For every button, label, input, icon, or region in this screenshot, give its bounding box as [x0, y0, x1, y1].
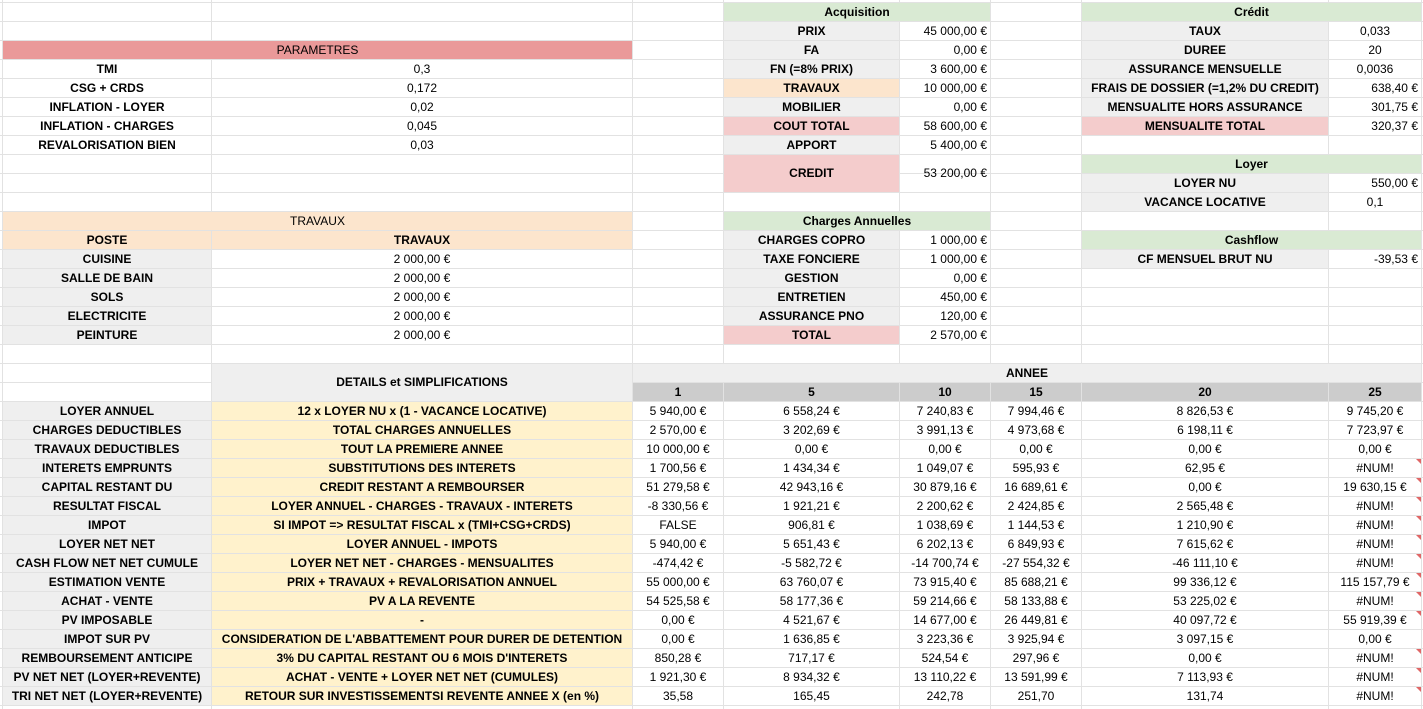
detail-value[interactable]: #NUM! — [1356, 670, 1394, 684]
detail-value[interactable]: 8 934,32 € — [783, 670, 840, 684]
detail-row-label[interactable]: LOYER NET NET — [3, 535, 211, 553]
detail-value[interactable]: 59 214,66 € — [913, 594, 977, 608]
detail-value[interactable]: 6 202,13 € — [916, 537, 974, 551]
detail-row-formula[interactable]: 12 x LOYER NU x (1 - VACANCE LOCATIVE) — [212, 402, 632, 420]
charges-value[interactable]: 2 570,00 € — [930, 328, 987, 342]
detail-row-label[interactable]: ACHAT - VENTE — [3, 592, 211, 610]
detail-value[interactable]: 55 000,00 € — [646, 575, 710, 589]
detail-value[interactable]: 131,74 — [1186, 689, 1224, 703]
cashflow-header[interactable]: Cashflow — [1082, 231, 1421, 249]
detail-row-label[interactable]: CASH FLOW NET NET CUMULE — [3, 554, 211, 572]
charges-value[interactable]: 1 000,00 € — [930, 233, 987, 247]
acquisition-value[interactable]: 5 400,00 € — [930, 138, 987, 152]
param-label[interactable]: INFLATION - LOYER — [49, 100, 165, 114]
year-header[interactable]: 1 — [633, 383, 723, 401]
param-label[interactable]: TMI — [96, 62, 118, 76]
detail-value[interactable]: 5 651,43 € — [783, 537, 840, 551]
credit-value[interactable]: 301,75 € — [1371, 100, 1418, 114]
detail-value[interactable]: 0,00 € — [928, 442, 962, 456]
param-value[interactable]: 0,03 — [410, 138, 434, 152]
cashflow-label[interactable]: CF MENSUEL BRUT NU — [1082, 250, 1328, 268]
param-value[interactable]: 0,172 — [406, 81, 438, 95]
travaux-label[interactable]: ELECTRICITE — [3, 307, 211, 325]
detail-value[interactable]: 0,00 € — [1188, 480, 1222, 494]
comment-indicator-icon — [1416, 459, 1421, 464]
detail-value[interactable]: 55 919,39 € — [1343, 613, 1407, 627]
detail-value[interactable]: #NUM! — [1356, 651, 1394, 665]
acquisition-value[interactable]: 58 600,00 € — [923, 119, 987, 133]
detail-value[interactable]: 1 921,21 € — [783, 499, 840, 513]
year-header[interactable]: 10 — [900, 383, 990, 401]
charges-value[interactable]: 450,00 € — [940, 290, 987, 304]
charges-value[interactable]: 0,00 € — [953, 271, 987, 285]
detail-value[interactable]: -27 554,32 € — [1002, 556, 1070, 570]
travaux-value[interactable]: 2 000,00 € — [393, 271, 451, 285]
credit-amount-value[interactable]: 53 200,00 € — [923, 166, 987, 180]
detail-value[interactable]: 73 915,40 € — [913, 575, 977, 589]
detail-value[interactable]: -8 330,56 € — [647, 499, 709, 513]
charges-label[interactable]: GESTION — [724, 269, 899, 287]
acquisition-value[interactable]: 0,00 € — [953, 43, 987, 57]
detail-row-label[interactable]: TRI NET NET (LOYER+REVENTE) — [3, 687, 211, 705]
details-header[interactable]: DETAILS et SIMPLIFICATIONS — [212, 364, 632, 401]
detail-value[interactable]: 13 591,99 € — [1004, 670, 1068, 684]
param-label[interactable]: CSG + CRDS — [70, 81, 144, 95]
detail-value[interactable]: 297,96 € — [1012, 651, 1060, 665]
detail-value[interactable]: 16 689,61 € — [1004, 480, 1068, 494]
detail-row-formula[interactable]: TOTAL CHARGES ANNUELLES — [212, 421, 632, 439]
detail-value[interactable]: 6 849,93 € — [1007, 537, 1065, 551]
detail-value[interactable]: 5 940,00 € — [649, 537, 707, 551]
detail-value[interactable]: 6 558,24 € — [783, 404, 840, 418]
detail-row-formula[interactable]: 3% DU CAPITAL RESTANT OU 6 MOIS D'INTERETS — [212, 649, 632, 667]
detail-value[interactable]: 1 434,34 € — [783, 461, 840, 475]
detail-row-formula[interactable]: LOYER NET NET - CHARGES - MENSUALITES — [212, 554, 632, 572]
detail-value[interactable]: 1 636,85 € — [783, 632, 840, 646]
loyer-header[interactable]: Loyer — [1082, 155, 1421, 173]
detail-value[interactable]: 1 144,53 € — [1007, 518, 1065, 532]
credit-amount-label[interactable]: CREDIT — [724, 155, 899, 192]
param-value[interactable]: 0,02 — [410, 100, 434, 114]
acquisition-label[interactable]: FA — [724, 41, 899, 59]
detail-value[interactable]: 595,93 € — [1012, 461, 1060, 475]
detail-row-formula[interactable]: - — [212, 611, 632, 629]
year-header[interactable]: 20 — [1082, 383, 1328, 401]
travaux-label[interactable]: SALLE DE BAIN — [3, 269, 211, 287]
travaux-value[interactable]: 2 000,00 € — [393, 290, 451, 304]
detail-value[interactable]: FALSE — [659, 518, 697, 532]
detail-value[interactable]: 1 038,69 € — [916, 518, 974, 532]
detail-value[interactable]: 7 994,46 € — [1007, 404, 1065, 418]
charges-label[interactable]: TOTAL — [724, 326, 899, 344]
detail-value[interactable]: 40 097,72 € — [1173, 613, 1237, 627]
detail-value[interactable]: 2 424,85 € — [1007, 499, 1065, 513]
detail-value[interactable]: 54 525,58 € — [646, 594, 710, 608]
detail-value[interactable]: 1 210,90 € — [1176, 518, 1234, 532]
credit-value[interactable]: 20 — [1368, 43, 1382, 57]
travaux-value[interactable]: 2 000,00 € — [393, 309, 451, 323]
detail-value[interactable]: 53 225,02 € — [1173, 594, 1237, 608]
detail-value[interactable]: 906,81 € — [788, 518, 835, 532]
detail-row-formula[interactable]: RETOUR SUR INVESTISSEMENTSI REVENTE ANNEE X (en %) — [212, 687, 632, 705]
loyer-value[interactable]: 550,00 € — [1371, 176, 1418, 190]
loyer-label[interactable]: LOYER NU — [1082, 174, 1328, 192]
acquisition-label[interactable]: APPORT — [724, 136, 899, 154]
detail-value[interactable]: 4 973,68 € — [1007, 423, 1065, 437]
detail-value[interactable]: 524,54 € — [921, 651, 969, 665]
detail-value[interactable]: 1 921,30 € — [649, 670, 707, 684]
credit-label[interactable]: DUREE — [1082, 41, 1328, 59]
detail-value[interactable]: 2 565,48 € — [1176, 499, 1234, 513]
detail-row-label[interactable]: PV NET NET (LOYER+REVENTE) — [3, 668, 211, 686]
charges-label[interactable]: CHARGES COPRO — [724, 231, 899, 249]
credit-label[interactable]: FRAIS DE DOSSIER (=1,2% DU CREDIT) — [1082, 79, 1328, 97]
detail-value[interactable]: 51 279,58 € — [646, 480, 710, 494]
detail-row-label[interactable]: IMPOT — [3, 516, 211, 534]
travaux-label[interactable]: PEINTURE — [3, 326, 211, 344]
detail-value[interactable]: 35,58 — [662, 689, 694, 703]
detail-value[interactable]: 62,95 € — [1184, 461, 1226, 475]
detail-row-label[interactable]: REMBOURSEMENT ANTICIPE — [3, 649, 211, 667]
comment-indicator-icon — [1416, 611, 1421, 616]
detail-value[interactable]: 850,28 € — [654, 651, 702, 665]
detail-value[interactable]: 0,00 € — [661, 613, 695, 627]
credit-label[interactable]: ASSURANCE MENSUELLE — [1082, 60, 1328, 78]
year-header[interactable]: 25 — [1329, 383, 1421, 401]
detail-value[interactable]: 3 097,15 € — [1176, 632, 1234, 646]
credit-value[interactable]: 0,033 — [1359, 24, 1391, 38]
detail-row-formula[interactable]: CREDIT RESTANT A REMBOURSER — [212, 478, 632, 496]
detail-value[interactable]: 2 570,00 € — [649, 423, 707, 437]
detail-row-label[interactable]: IMPOT SUR PV — [3, 630, 211, 648]
detail-row-label[interactable]: CAPITAL RESTANT DU — [3, 478, 211, 496]
credit-value[interactable]: 638,40 € — [1371, 81, 1418, 95]
detail-value[interactable]: 251,70 — [1017, 689, 1055, 703]
comment-indicator-icon — [1416, 516, 1421, 521]
acquisition-label[interactable]: TRAVAUX — [724, 79, 899, 97]
loyer-value[interactable]: 0,1 — [1366, 195, 1384, 209]
detail-value[interactable]: 2 200,62 € — [916, 499, 974, 513]
detail-row-formula[interactable]: SI IMPOT => RESULTAT FISCAL x (TMI+CSG+CRDS) — [212, 516, 632, 534]
acquisition-header[interactable]: Acquisition — [724, 3, 990, 21]
travaux-label[interactable]: SOLS — [3, 288, 211, 306]
detail-row-formula[interactable]: SUBSTITUTIONS DES INTERETS — [212, 459, 632, 477]
detail-row-label[interactable]: LOYER ANNUEL — [3, 402, 211, 420]
comment-indicator-icon — [1416, 592, 1421, 597]
acquisition-label[interactable]: PRIX — [724, 22, 899, 40]
detail-value[interactable]: 85 688,21 € — [1004, 575, 1068, 589]
detail-value[interactable]: 0,00 € — [794, 442, 829, 456]
year-header[interactable]: 5 — [724, 383, 899, 401]
detail-row-formula[interactable]: CONSIDERATION DE L'ABBATTEMENT POUR DURER DE DETENTION — [212, 630, 632, 648]
detail-value[interactable]: -46 111,10 € — [1172, 556, 1238, 570]
detail-value[interactable]: 0,00 € — [1019, 442, 1053, 456]
detail-row-formula[interactable]: LOYER ANNUEL - CHARGES - TRAVAUX - INTERETS — [212, 497, 632, 515]
detail-value[interactable]: 6 198,11 € — [1177, 423, 1233, 437]
detail-value[interactable]: 0,00 € — [661, 632, 695, 646]
detail-value[interactable]: 4 521,67 € — [783, 613, 840, 627]
detail-value[interactable]: 42 943,16 € — [779, 480, 844, 494]
detail-value[interactable]: 13 110,22 € — [913, 670, 977, 684]
annee-header[interactable]: ANNEE — [633, 364, 1421, 382]
detail-value[interactable]: 10 000,00 € — [646, 442, 710, 456]
detail-value[interactable]: #NUM! — [1356, 556, 1394, 570]
detail-value[interactable]: #NUM! — [1356, 499, 1394, 513]
detail-value[interactable]: -474,42 € — [652, 556, 704, 570]
comment-indicator-icon — [1416, 649, 1421, 654]
detail-value[interactable]: 3 991,13 € — [916, 423, 974, 437]
detail-value[interactable]: 1 700,56 € — [649, 461, 707, 475]
detail-value[interactable]: 9 745,20 € — [1346, 404, 1404, 418]
detail-value[interactable]: 7 723,97 € — [1346, 423, 1404, 437]
travaux-value[interactable]: 2 000,00 € — [393, 252, 451, 266]
travaux-value[interactable]: 2 000,00 € — [393, 328, 451, 342]
credit-header[interactable]: Crédit — [1082, 3, 1421, 21]
acquisition-label[interactable]: MOBILIER — [724, 98, 899, 116]
detail-value[interactable]: 8 826,53 € — [1176, 404, 1234, 418]
detail-value[interactable]: 115 157,79 € — [1340, 575, 1410, 589]
credit-value[interactable]: 320,37 € — [1371, 119, 1418, 133]
acquisition-value[interactable]: 0,00 € — [953, 100, 987, 114]
detail-row-label[interactable]: ESTIMATION VENTE — [3, 573, 211, 591]
travaux-col-poste[interactable]: POSTE — [3, 231, 211, 249]
travaux-col-travaux[interactable]: TRAVAUX — [212, 231, 632, 249]
acquisition-value[interactable]: 3 600,00 € — [930, 62, 987, 76]
detail-value[interactable]: 14 677,00 € — [913, 613, 977, 627]
detail-row-label[interactable]: INTERETS EMPRUNTS — [3, 459, 211, 477]
detail-row-label[interactable]: PV IMPOSABLE — [3, 611, 211, 629]
credit-label[interactable]: MENSUALITE TOTAL — [1082, 117, 1328, 135]
detail-value[interactable]: 30 879,16 € — [913, 480, 977, 494]
detail-value[interactable]: 63 760,07 € — [779, 575, 844, 589]
detail-value[interactable]: 26 449,81 € — [1004, 613, 1068, 627]
detail-row-formula[interactable]: TOUT LA PREMIERE ANNEE — [212, 440, 632, 458]
credit-label[interactable]: TAUX — [1082, 22, 1328, 40]
credit-label[interactable]: MENSUALITE HORS ASSURANCE — [1082, 98, 1328, 116]
detail-value[interactable]: -5 582,72 € — [781, 556, 842, 570]
comment-indicator-icon — [1416, 573, 1421, 578]
detail-value[interactable]: #NUM! — [1356, 594, 1394, 608]
comment-indicator-icon — [1416, 478, 1421, 483]
detail-row-label[interactable]: CHARGES DEDUCTIBLES — [3, 421, 211, 439]
detail-value[interactable]: 717,17 € — [788, 651, 835, 665]
acquisition-label[interactable]: COUT TOTAL — [724, 117, 899, 135]
detail-value[interactable]: 19 630,15 € — [1343, 480, 1407, 494]
param-label[interactable]: REVALORISATION BIEN — [38, 138, 176, 152]
comment-indicator-icon — [1416, 497, 1421, 502]
param-value[interactable]: 0,045 — [406, 119, 438, 133]
travaux-label[interactable]: CUISINE — [3, 250, 211, 268]
acquisition-value[interactable]: 45 000,00 € — [923, 24, 987, 38]
detail-value[interactable]: 1 049,07 € — [916, 461, 974, 475]
detail-value[interactable]: #NUM! — [1356, 518, 1394, 532]
param-value[interactable]: 0,3 — [413, 62, 431, 76]
detail-value[interactable]: 7 615,62 € — [1176, 537, 1234, 551]
detail-value[interactable]: 3 202,69 € — [783, 423, 840, 437]
detail-value[interactable]: #NUM! — [1356, 537, 1394, 551]
detail-value[interactable]: 3 223,36 € — [916, 632, 974, 646]
charges-label[interactable]: TAXE FONCIERE — [724, 250, 899, 268]
detail-row-label[interactable]: RESULTAT FISCAL — [3, 497, 211, 515]
detail-value[interactable]: 0,00 € — [1188, 651, 1222, 665]
detail-value[interactable]: 58 133,88 € — [1004, 594, 1068, 608]
comment-indicator-icon — [1416, 554, 1421, 559]
detail-value[interactable]: 0,00 € — [1188, 442, 1222, 456]
detail-value[interactable]: 99 336,12 € — [1173, 575, 1237, 589]
detail-value[interactable]: 7 240,83 € — [916, 404, 974, 418]
charges-label[interactable]: ENTRETIEN — [724, 288, 899, 306]
cashflow-value[interactable]: -39,53 € — [1373, 252, 1418, 266]
comment-indicator-icon — [1416, 668, 1421, 673]
detail-value[interactable]: 165,45 — [793, 689, 830, 703]
comment-indicator-icon — [1416, 687, 1421, 692]
loyer-label[interactable]: VACANCE LOCATIVE — [1082, 193, 1328, 211]
detail-row-formula[interactable]: PV A LA REVENTE — [212, 592, 632, 610]
charges-value[interactable]: 1 000,00 € — [930, 252, 987, 266]
acquisition-label[interactable]: FN (=8% PRIX) — [724, 60, 899, 78]
detail-value[interactable]: 3 925,94 € — [1007, 632, 1065, 646]
detail-value[interactable]: 58 177,36 € — [779, 594, 844, 608]
detail-value[interactable]: -14 700,74 € — [911, 556, 979, 570]
detail-value[interactable]: 5 940,00 € — [649, 404, 707, 418]
detail-row-label[interactable]: TRAVAUX DEDUCTIBLES — [3, 440, 211, 458]
detail-row-formula[interactable]: ACHAT - VENTE + LOYER NET NET (CUMULES) — [212, 668, 632, 686]
detail-value[interactable]: #NUM! — [1356, 689, 1394, 703]
detail-value[interactable]: 0,00 € — [1358, 632, 1392, 646]
detail-value[interactable]: 242,78 — [926, 689, 964, 703]
charges-label[interactable]: ASSURANCE PNO — [724, 307, 899, 325]
charges-header[interactable]: Charges Annuelles — [724, 212, 990, 230]
credit-value[interactable]: 0,0036 — [1356, 62, 1394, 76]
parametres-header[interactable]: PARAMETRES — [3, 41, 632, 59]
detail-row-formula[interactable]: PRIX + TRAVAUX + REVALORISATION ANNUEL — [212, 573, 632, 591]
comment-indicator-icon — [1416, 535, 1421, 540]
charges-value[interactable]: 120,00 € — [940, 309, 987, 323]
travaux-header[interactable]: TRAVAUX — [3, 212, 632, 230]
acquisition-value[interactable]: 10 000,00 € — [923, 81, 987, 95]
detail-row-formula[interactable]: LOYER ANNUEL - IMPOTS — [212, 535, 632, 553]
param-label[interactable]: INFLATION - CHARGES — [40, 119, 174, 133]
detail-value[interactable]: #NUM! — [1356, 461, 1394, 475]
year-header[interactable]: 15 — [991, 383, 1081, 401]
detail-value[interactable]: 7 113,93 € — [1177, 670, 1233, 684]
detail-value[interactable]: 0,00 € — [1358, 442, 1392, 456]
